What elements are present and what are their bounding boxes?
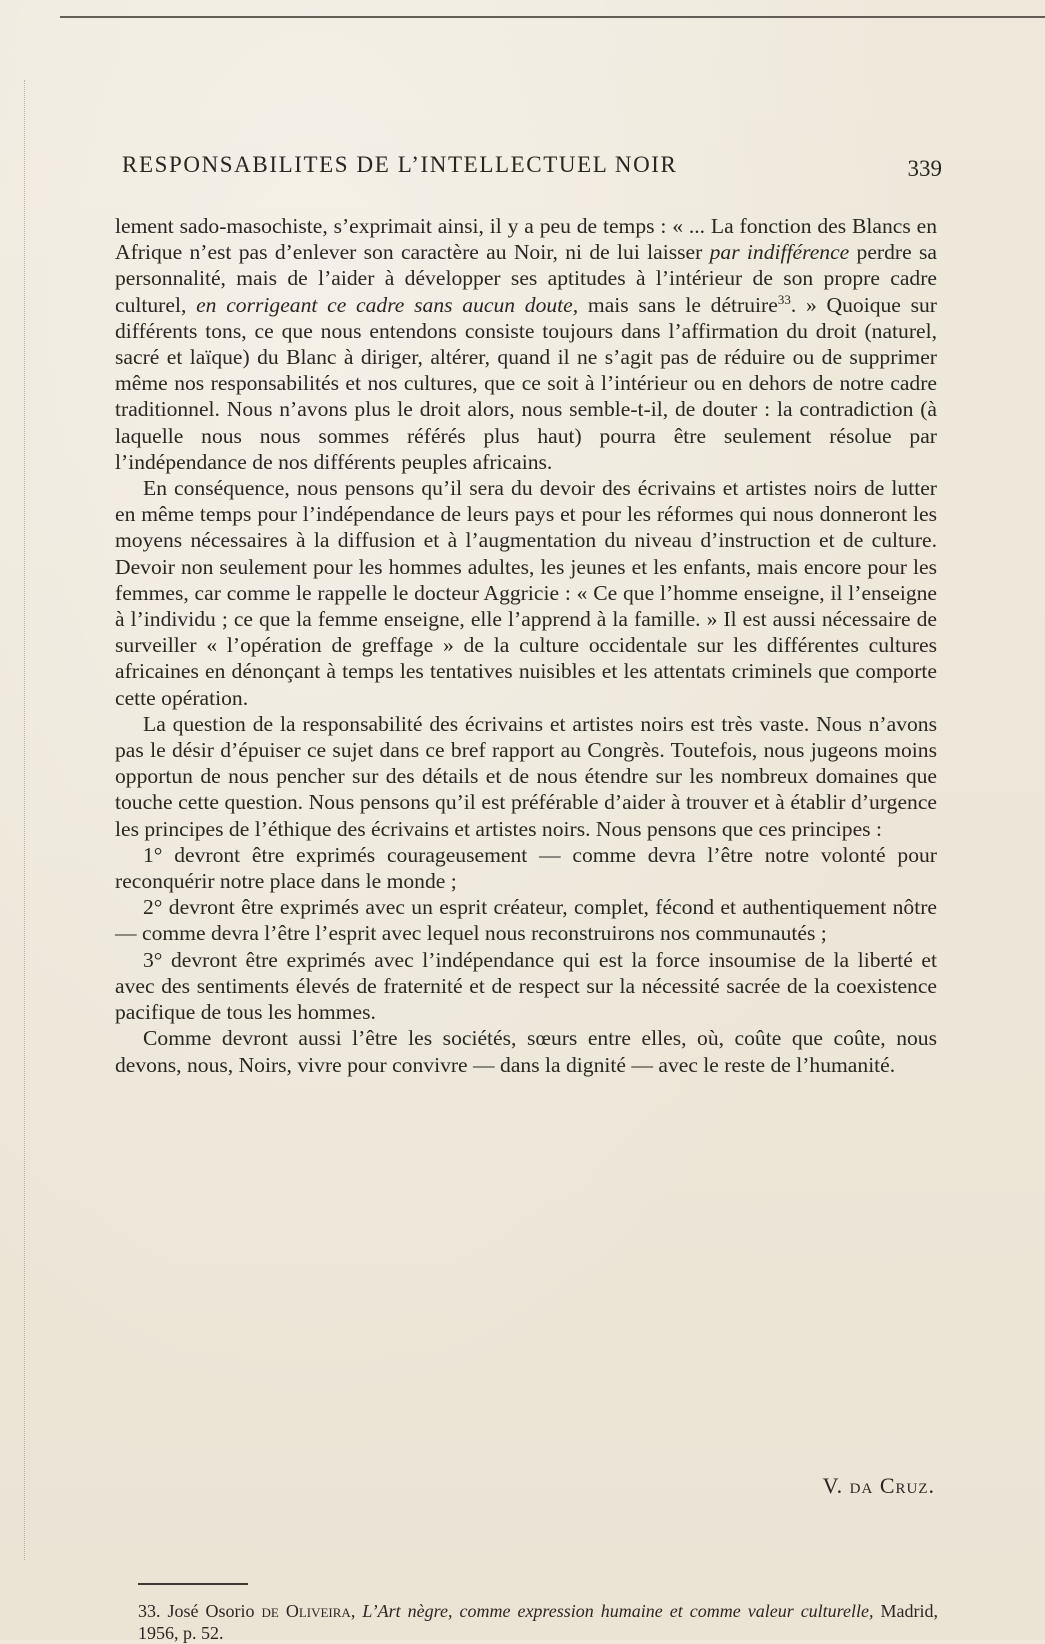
page-header xyxy=(122,152,942,192)
paragraph-1-italic-1: par indifférence xyxy=(709,240,850,265)
running-head: RESPONSABILITES DE L’INTELLECTUEL NOIR xyxy=(122,152,678,177)
principle-3: 3° devront être exprimés avec l’indépendance qui est la force insoumise de la liberté et avec des sentiments élevés de fraternité et de respect sur la nécessité sacrée de la coexistence pacifique de tous les hommes. xyxy=(115,947,937,1025)
paragraph-3: La question de la responsabilité des écrivains et artistes noirs est très vaste. Nous n’avons pas le désir d’épuiser ce sujet dans ce bref rapport au Congrès. Toutefois, nous jugeons moins opportun de nous pencher sur des détails et de nous étendre sur les nombreux domaines que touche cette question. Nous pensons qu’il est préférable d’aider à trouver et à établir d’urgence les principes de l’éthique des écrivains et artistes noirs. Nous pensons que ces principes : xyxy=(115,711,937,841)
paragraph-1-italic-2: en corrigeant ce cadre sans aucun doute, xyxy=(196,292,579,317)
footnote-author-surname: de Oliveira, xyxy=(261,1601,356,1621)
margin-marks xyxy=(4,80,25,1560)
principle-1: 1° devront être exprimés courageusement — comme devra l’être notre volonté pour reconquérir notre place dans le monde ; xyxy=(115,842,937,894)
footnote-publication: Madrid, 1956, p. 52. xyxy=(138,1601,939,1643)
footnote-reference: 33 xyxy=(777,291,791,307)
paragraph-1-text-a: lement sado-masochiste, s’exprimait ainsi, il y a peu de temps : « ... La fonction des Blancs en Afrique n’est pas d’enlever son caractère au Noir, ni de lui laisser xyxy=(115,214,937,265)
top-edge-rule xyxy=(60,16,1045,18)
signature xyxy=(823,1473,935,1499)
page-number: 339 xyxy=(907,156,942,181)
body-text xyxy=(115,213,937,1078)
signature-name: da Cruz. xyxy=(849,1473,935,1498)
paragraph-2: En conséquence, nous pensons qu’il sera du devoir des écrivains et artistes noirs de lutter en même temps pour l’indépendance de leurs pays et pour les réformes qui nous donneront les moyens nécessaires à la diffusion et à l’augmentation du niveau d’instruction et de culture. Devoir non seulement pour les hommes adultes, les jeunes et les enfants, mais encore pour les femmes, car comme le rappelle le docteur Aggricie : « Ce que l’homme enseigne, il l’enseigne à l’individu ; ce que la femme enseigne, elle l’apprend à la famille. » Il est aussi nécessaire de surveiller « l’opération de greffage » de la culture occidentale sur les différentes cultures africaines en dénonçant à temps les tentatives nuisibles et les attentats criminels que comporte cette opération. xyxy=(115,476,937,710)
signature-initial: V. xyxy=(822,1473,844,1498)
paragraph-1 xyxy=(115,213,937,475)
paragraph-4: Comme devront aussi l’être les sociétés, sœurs entre elles, où, coûte que coûte, nous devons, nous, Noirs, vivre pour convivre — dans la dignité — avec le reste de l’humanité. xyxy=(115,1026,937,1077)
footnote xyxy=(138,1600,938,1644)
paragraph-1-text-c: mais sans le détruire xyxy=(578,292,778,317)
paragraph-1-text-d: . » Quoique sur différents tons, ce que nous entendons consiste toujours dans l’affirmation du droit (naturel, sacré et laïque) du Blanc à diriger, altérer, quand il ne s’agit pas de réduire ou de supprimer même nos responsabilités et nos cultures, que ce soit à l’intérieur ou en dehors de notre cadre traditionnel. Nous n’avons plus le droit alors, nous semble-t-il, de douter : la contradiction (à laquelle nous nous sommes référés plus haut) pourra être seulement résolue par l’indépendance de nos différents peuples africains. xyxy=(115,292,938,474)
footnote-title: L’Art nègre, comme expression humaine et comme valeur culturelle, xyxy=(362,1601,874,1621)
paragraph-1-text-b: perdre sa personnalité, mais de l’aider à développer ses aptitudes à l’intérieur de son propre cadre culturel, xyxy=(115,240,937,317)
footnote-rule xyxy=(138,1583,248,1585)
footnote-number: 33. xyxy=(138,1601,161,1621)
principle-2: 2° devront être exprimés avec un esprit créateur, complet, fécond et authentiquement nôtre — comme devra l’être l’esprit avec lequel nous reconstruirons nos communautés ; xyxy=(115,895,937,946)
footnote-author-first: José Osorio xyxy=(167,1601,255,1621)
